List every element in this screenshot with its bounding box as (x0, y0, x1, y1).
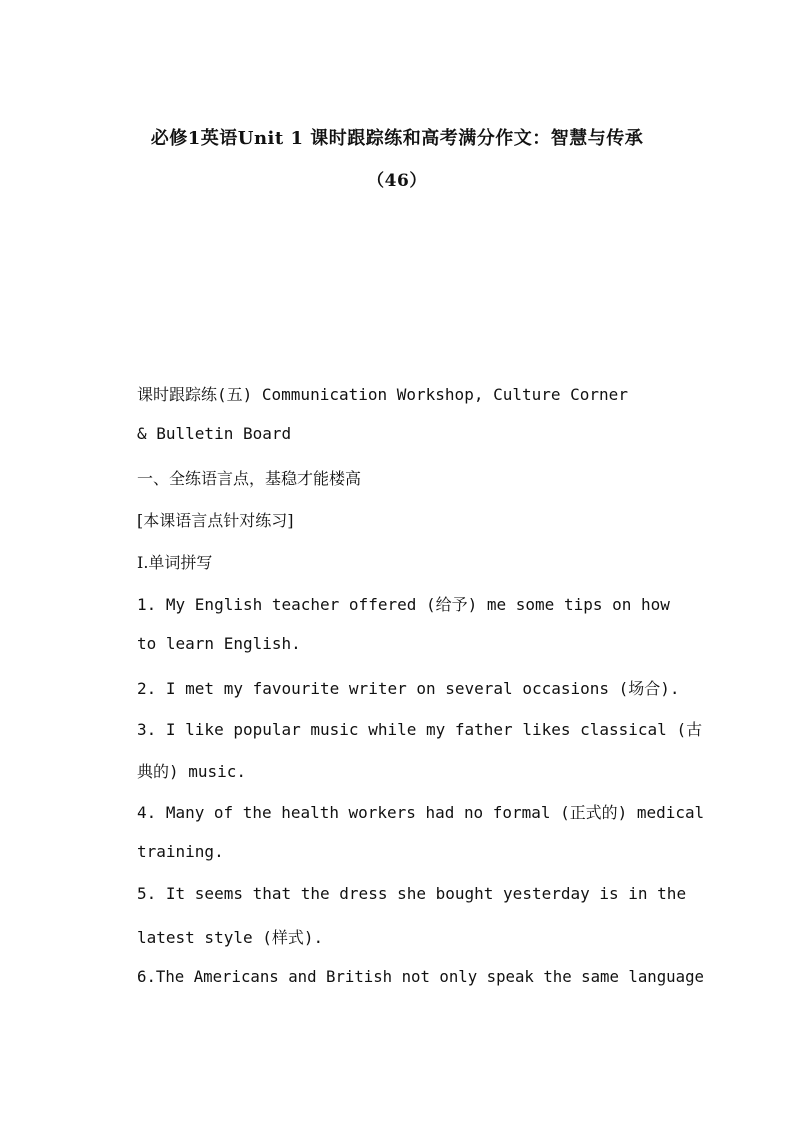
exercise-line: 6.The Americans and British not only speak the same language (137, 967, 704, 986)
exercise-line: 典的) music. (137, 762, 247, 781)
exercise-heading: Ⅰ.单词拼写 (137, 553, 213, 572)
section-heading-cont: & Bulletin Board (137, 424, 292, 443)
exercise-line: 3. I like popular music while my father likes classical (古 (137, 720, 703, 739)
exercise-line: 2. I met my favourite writer on several occasions (场合). (137, 679, 680, 698)
document-title-number: （46） (367, 171, 427, 191)
part-heading: 一、全练语言点，基稳才能楼高 (137, 469, 362, 488)
subpart-heading: [本课语言点针对练习] (137, 511, 294, 530)
exercise-line: training. (137, 842, 224, 861)
exercise-line: to learn English. (137, 634, 301, 653)
exercise-line: 4. Many of the health workers had no formal (正式的) medical (137, 803, 705, 822)
document-title: 必修1英语Unit 1 课时跟踪练和高考满分作文：智慧与传承 (150, 128, 644, 149)
exercise-line: latest style (样式). (137, 928, 324, 947)
section-heading: 课时跟踪练(五) Communication Workshop, Culture Corner (137, 385, 628, 404)
exercise-line: 1. My English teacher offered (给予) me some tips on how (137, 595, 670, 614)
exercise-line: 5. It seems that the dress she bought yesterday is in the (137, 884, 687, 903)
